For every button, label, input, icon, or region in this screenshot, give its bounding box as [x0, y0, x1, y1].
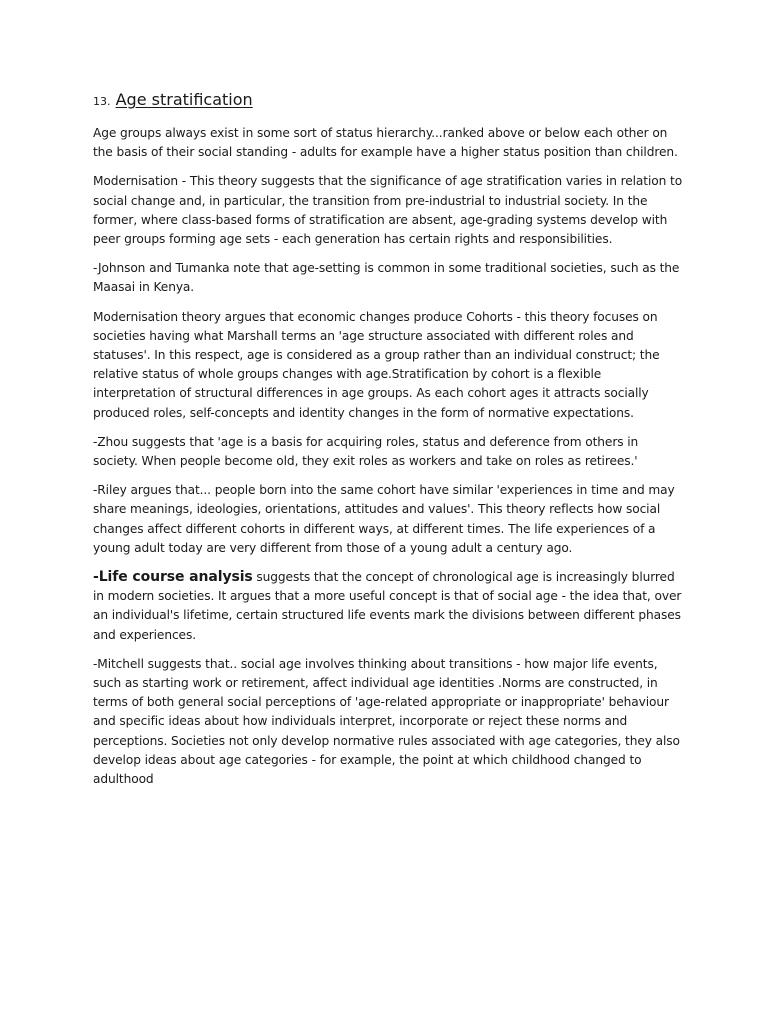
paragraph-mitchell: -Mitchell suggests that.. social age involves thinking about transitions - how major life events, such as starting work or retirement, affect individual age identities .Norms are constructed, in terms of both general social perceptions of 'age-related appropriate or inappropriate' behaviour and specific ideas about how individuals interpret, incorporate or reject these norms and perceptions. Societies not only develop normative rules associated with age categories, they also develop ideas about age categories - for example, the point at which childhood changed to adulthood	[93, 656, 680, 787]
life-course-text: suggests that the concept of chronological age is increasingly blurred in modern societies. It argues that a more useful concept is that of social age - the idea that, over an individual's lifetime, certain structured life events mark the divisions between different phases and experiences.	[93, 570, 682, 642]
paragraph-johnson-tumanka: -Johnson and Tumanka note that age-setting is common in some traditional societies, such as the Maasai in Kenya.	[93, 261, 680, 295]
section-heading	[93, 88, 683, 114]
paragraph-zhou: -Zhou suggests that 'age is a basis for acquiring roles, status and deference from others in society. When people become old, they exit roles as workers and take on roles as retirees.'	[93, 434, 639, 469]
paragraph-modernisation: Modernisation - This theory suggests that the significance of age stratification varies in relation to social change and, in particular, the transition from pre-industrial to industrial society. In the former, where class-based forms of stratification are absent, age-grading systems develop with peer groups forming age sets - each generation has certain rights and responsibilities.	[93, 174, 683, 247]
paragraph-riley: -Riley argues that... people born into the same cohort have similar 'experiences in time and may share meanings, ideologies, orientations, attitudes and values'. This theory reflects how social changes affect different cohorts in different ways, at different times. The life experiences of a young adult today are very different from those of a young adult a century ago.	[93, 483, 675, 555]
paragraph-intro: Age groups always exist in some sort of status hierarchy...ranked above or below each other on the basis of their social standing - adults for example have a higher status position than children.	[93, 126, 678, 160]
section-title: Age stratification	[115, 90, 253, 109]
paragraph-life-course	[93, 568, 683, 645]
life-course-lead: -Life course analysis	[93, 569, 253, 586]
paragraph-cohorts: Modernisation theory argues that economic changes produce Cohorts - this theory focuses on societies having what Marshall terms an 'age structure associated with different roles and statuses'. In this respect, age is considered as a group rather than an individual construct; the relative status of whole groups changes with age.Stratification by cohort is a flexible interpretation of structural differences in age groups. As each cohort ages it attracts socially produced roles, self-concepts and identity changes in the form of normative expectations.	[93, 309, 660, 420]
document-page	[93, 88, 683, 799]
section-number: 13.	[93, 95, 111, 108]
